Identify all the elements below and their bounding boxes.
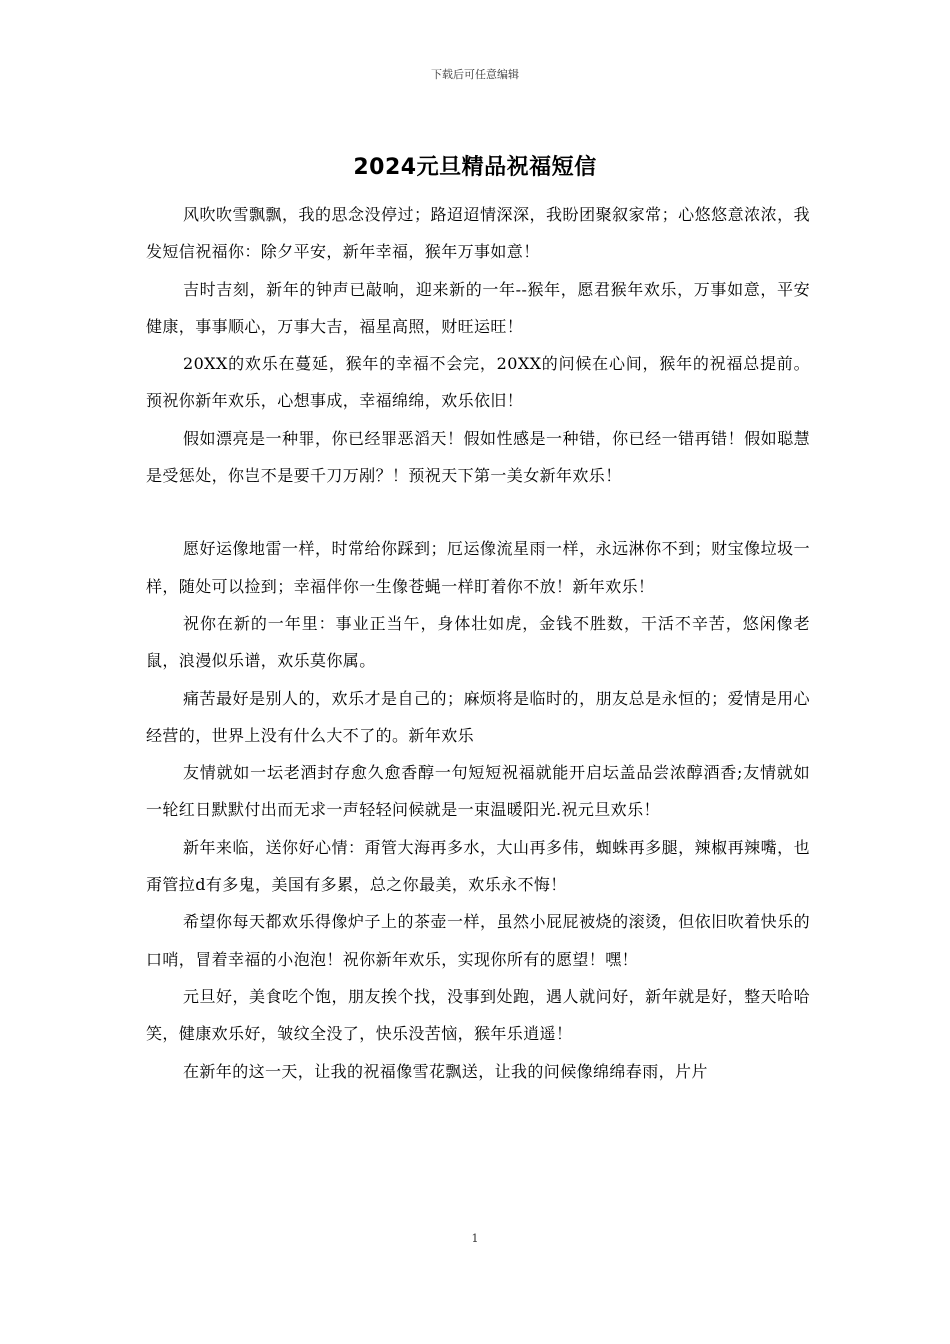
paragraph: 风吹吹雪飘飘，我的思念没停过；路迢迢情深深，我盼团聚叙家常；心悠悠意浓浓，我发短信祝福你：除夕平安，新年幸福，猴年万事如意！ (146, 205, 810, 262)
paragraph: 元旦好，美食吃个饱，朋友挨个找，没事到处跑，遇人就问好，新年就是好，整天哈哈笑，健康欢乐好，皱纹全没了，快乐没苦恼，猴年乐逍遥！ (146, 986, 810, 1044)
paragraph: 愿好运像地雷一样，时常给你踩到；厄运像流星雨一样，永远淋你不到；财宝像垃圾一样，随处可以捡到；幸福伴你一生像苍蝇一样盯着你不放！新年欢乐！ (146, 539, 810, 596)
paragraph: 祝你在新的一年里：事业正当午，身体壮如虎，金钱不胜数，干活不辛苦，悠闲像老鼠，浪漫似乐谱，欢乐莫你属。 (146, 613, 810, 671)
paragraph: 新年来临，送你好心情：甭管大海再多水，大山再多伟，蜘蛛再多腿，辣椒再辣嘴，也甭管拉d有多鬼，美国有多累，总之你最美，欢乐永不悔！ (146, 837, 810, 895)
paragraph: 在新年的这一天，让我的祝福像雪花飘送，让我的问候像绵绵春雨，片片 (183, 1061, 708, 1081)
paragraph: 痛苦最好是别人的，欢乐才是自己的；麻烦将是临时的，朋友总是永恒的；爱情是用心经营的，世界上没有什么大不了的。新年欢乐 (146, 688, 810, 745)
page-number: 1 (471, 1232, 479, 1245)
page-header: 下载后可任意编辑 (431, 68, 519, 81)
document-title: 2024元旦精品祝福短信 (353, 155, 597, 180)
paragraph: 希望你每天都欢乐得像炉子上的茶壶一样，虽然小屁屁被烧的滚烫，但依旧吹着快乐的口哨，冒着幸福的小泡泡！祝你新年欢乐，实现你所有的愿望！嘿！ (146, 912, 810, 969)
paragraph: 假如漂亮是一种罪，你已经罪恶滔天！假如性感是一种错，你已经一错再错！假如聪慧是受惩处，你岂不是要千刀万剐？！预祝天下第一美女新年欢乐！ (146, 428, 810, 486)
document-body (146, 196, 810, 1090)
paragraph: 20XX的欢乐在蔓延，猴年的幸福不会完，20XX的问候在心间，猴年的祝福总提前。预祝你新年欢乐，心想事成，幸福绵绵，欢乐依旧！ (146, 354, 810, 411)
paragraph: 吉时吉刻，新年的钟声已敲响，迎来新的一年--猴年，愿君猴年欢乐，万事如意，平安健康，事事顺心，万事大吉，福星高照，财旺运旺！ (146, 279, 810, 336)
paragraph: 友情就如一坛老酒封存愈久愈香醇一句短短祝福就能开启坛盖品尝浓醇酒香;友情就如一轮红日默默付出而无求一声轻轻问候就是一束温暖阳光.祝元旦欢乐！ (146, 763, 810, 820)
